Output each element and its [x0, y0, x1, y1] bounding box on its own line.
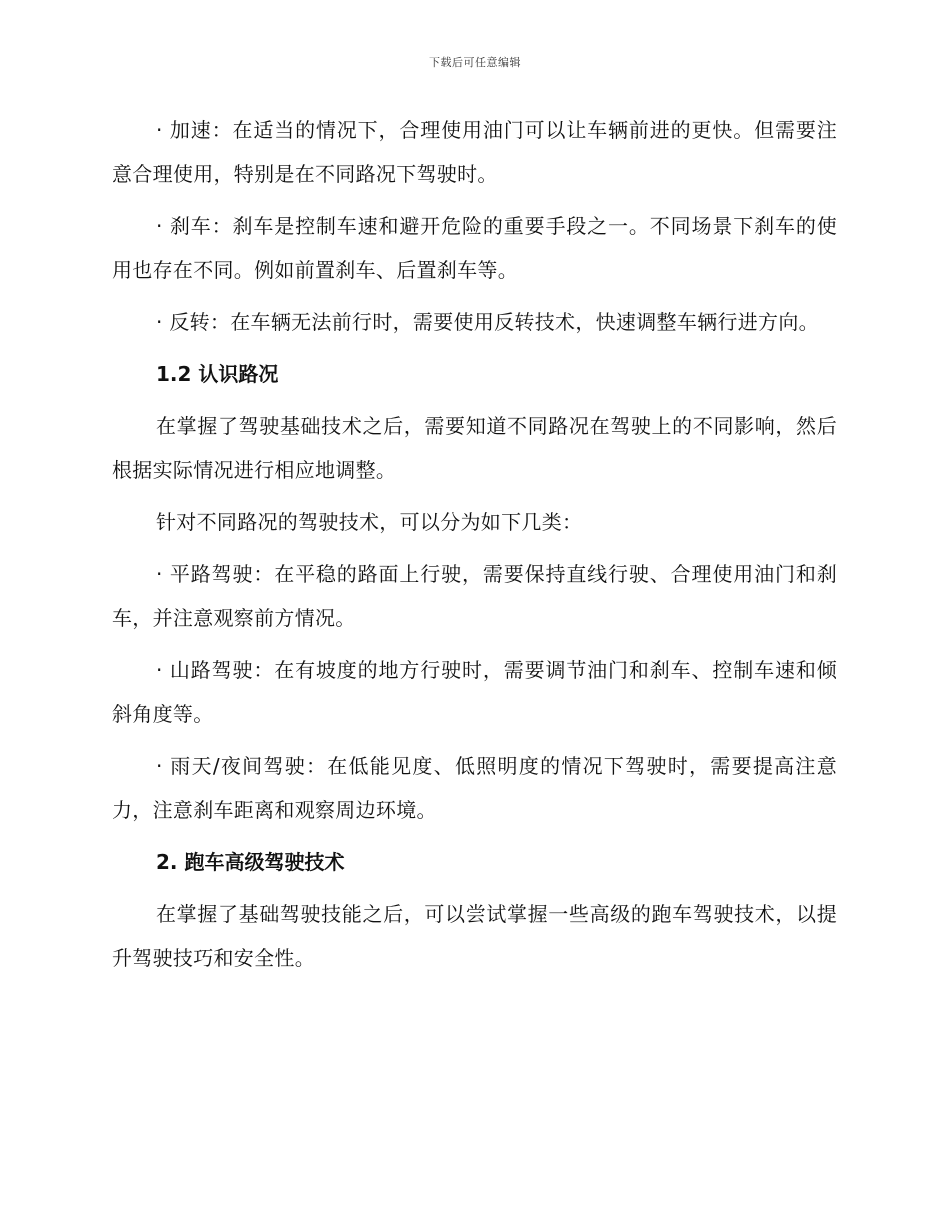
paragraph-advanced-intro: 在掌握了基础驾驶技能之后，可以尝试掌握一些高级的跑车驾驶技术，以提升驾驶技巧和安全性。 [112, 902, 837, 970]
paragraph-road-intro: 在掌握了驾驶基础技术之后，需要知道不同路况在驾驶上的不同影响，然后根据实际情况进行相应地调整。 [112, 414, 837, 482]
paragraph-braking: · 刹车：刹车是控制车速和避开危险的重要手段之一。不同场景下刹车的使用也存在不同。例如前置刹车、后置刹车等。 [112, 214, 837, 282]
page-header: 下载后可任意编辑 [429, 56, 521, 69]
paragraph-acceleration: · 加速：在适当的情况下，合理使用油门可以让车辆前进的更快。但需要注意合理使用，特别是在不同路况下驾驶时。 [112, 118, 837, 186]
paragraph-rain-night: · 雨天/夜间驾驶：在低能见度、低照明度的情况下驾驶时，需要提高注意力，注意刹车距离和观察周边环境。 [112, 754, 837, 822]
paragraph-reverse: · 反转：在车辆无法前行时，需要使用反转技术，快速调整车辆行进方向。 [156, 310, 819, 334]
paragraph-flat-road: · 平路驾驶：在平稳的路面上行驶，需要保持直线行驶、合理使用油门和刹车，并注意观察前方情况。 [112, 562, 837, 630]
document-body [112, 108, 837, 988]
section-heading-advanced: 2. 跑车高级驾驶技术 [156, 850, 345, 874]
paragraph-mountain-road: · 山路驾驶：在有坡度的地方行驶时，需要调节油门和刹车、控制车速和倾斜角度等。 [112, 658, 837, 726]
paragraph-categories: 针对不同路况的驾驶技术，可以分为如下几类： [156, 510, 583, 534]
section-heading-road-conditions: 1.2 认识路况 [156, 362, 279, 386]
